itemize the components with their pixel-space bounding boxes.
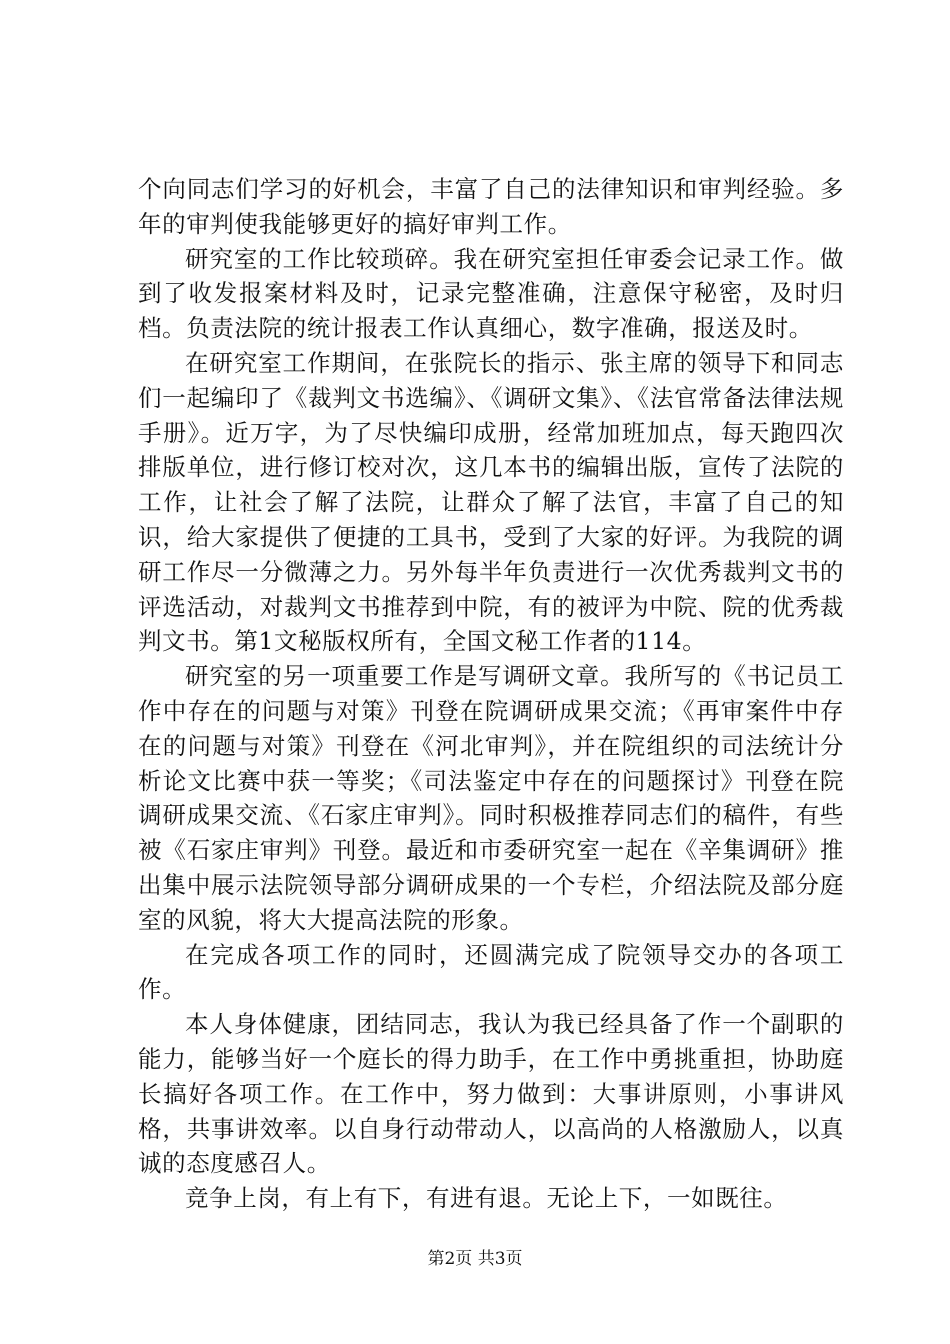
paragraph-7: 竞争上岗，有上有下，有进有退。无论上下，一如既往。 [185,1184,788,1213]
paragraph-5: 在完成各项工作的同时，还圆满完成了院领导交办的各项工作。 [138,940,844,1004]
document-body [138,172,844,1216]
paragraph-1: 个向同志们学习的好机会，丰富了自己的法律知识和审判经验。多年的审判使我能够更好的搞好审判工作。 [138,175,844,238]
paragraph-3: 在研究室工作期间，在张院长的指示、张主席的领导下和同志们一起编印了《裁判文书选编》、《调研文集》、《法官常备法律法规手册》。近万字，为了尽快编印成册，经常加班加点，每天跑四次排版单位，进行修订校对次，这几本书的编辑出版，宣传了法院的工作，让社会了解了法院，让群众了解了法官，丰富了自己的知识，给大家提供了便捷的工具书，受到了大家的好评。为我院的调研工作尽一分微薄之力。另外每半年负责进行一次优秀裁判文书的评选活动，对裁判文书推荐到中院，有的被评为中院、院的优秀裁判文书。第1文秘版权所有，全国文秘工作者的114。 [138,348,844,656]
paragraph-6: 本人身体健康，团结同志，我认为我已经具备了作一个副职的能力，能够当好一个庭长的得力助手，在工作中勇挑重担，协助庭长搞好各项工作。在工作中，努力做到：大事讲原则，小事讲风格，共事讲效率。以自身行动带动人，以高尚的人格激励人，以真诚的态度感召人。 [138,1010,844,1178]
paragraph-4: 研究室的另一项重要工作是写调研文章。我所写的《书记员工作中存在的问题与对策》刊登在院调研成果交流；《再审案件中存在的问题与对策》刊登在《河北审判》，并在院组织的司法统计分析论文比赛中获一等奖；《司法鉴定中存在的问题探讨》刊登在院调研成果交流、《石家庄审判》。同时积极推荐同志们的稿件，有些被《石家庄审判》刊登。最近和市委研究室一起在《辛集调研》推出集中展示法院领导部分调研成果的一个专栏，介绍法院及部分庭室的风貌，将大大提高法院的形象。 [138,662,844,934]
page-number-footer: 第2页 共3页 [427,1249,523,1269]
paragraph-2: 研究室的工作比较琐碎。我在研究室担任审委会记录工作。做到了收发报案材料及时，记录完整准确，注意保守秘密，及时归档。负责法院的统计报表工作认真细心，数字准确，报送及时。 [138,244,844,343]
